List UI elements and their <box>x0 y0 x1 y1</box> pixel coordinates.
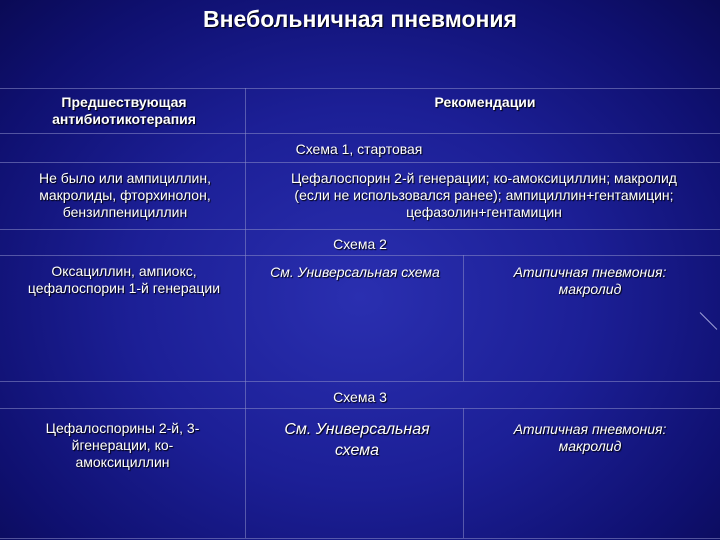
scheme3-atypical-pneumonia: Атипичная пневмония: макролид <box>513 421 667 454</box>
scheme2-universal-scheme: См. Универсальная схема <box>270 264 440 280</box>
grid-line <box>463 255 464 381</box>
scheme2-atypical-pneumonia: Атипичная пневмония: макролид <box>513 264 667 297</box>
grid-line <box>0 538 720 539</box>
grid-line <box>0 408 720 409</box>
scheme2-label: Схема 2 <box>333 236 387 252</box>
grid-line <box>0 381 720 382</box>
scheme1-recommendation: Цефалоспорин 2-й генерации; ко-амоксициллин; макролид (если не использовался ранее); ампициллин+гентамицин; цефазолин+гентамицин <box>291 170 677 220</box>
scheme3-universal-scheme: См. Универсальная схема <box>284 421 430 459</box>
header-prior-therapy: Предшествующая антибиотикотерапия <box>52 94 196 127</box>
grid-line <box>0 133 720 134</box>
scheme1-prior-therapy: Не было или ампициллин, макролиды, фторхинолон, бензилпенициллин <box>39 170 211 220</box>
scheme3-prior-therapy: Цефалоспорины 2-й, 3-йгенерации, ко-амоксициллин <box>45 420 200 470</box>
grid-line <box>0 255 720 256</box>
decorative-line <box>700 312 718 330</box>
grid-line <box>463 408 464 538</box>
scheme2-prior-therapy: Оксациллин, ампиокс, цефалоспорин 1-й генерации <box>27 263 221 296</box>
scheme1-label: Схема 1, стартовая <box>295 141 423 157</box>
slide-title: Внебольничная пневмония <box>203 6 517 32</box>
grid-line <box>0 162 720 163</box>
header-recommendations: Рекомендации <box>434 94 536 110</box>
grid-line <box>0 229 720 230</box>
grid-line <box>0 88 720 89</box>
scheme3-label: Схема 3 <box>333 389 387 405</box>
